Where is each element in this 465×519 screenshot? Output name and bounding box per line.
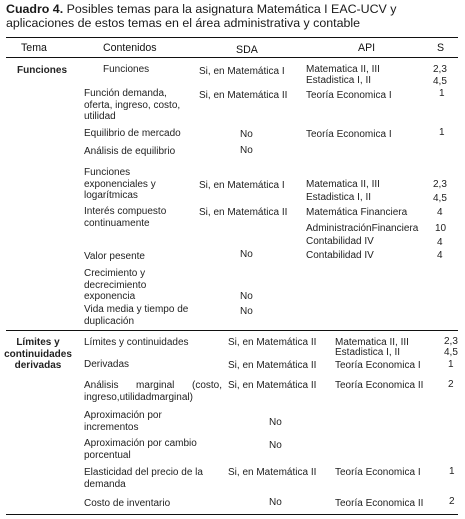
- s-value: 1: [448, 359, 454, 370]
- api-value: Matematica II, III: [306, 179, 380, 190]
- contenido-item: Función demanda, oferta, ingreso, costo, utilidad: [84, 88, 181, 122]
- sda-value: No: [269, 417, 282, 428]
- sda-value: Si, en Matemática II: [228, 360, 317, 371]
- s-value: 4,5: [433, 76, 447, 87]
- sda-value: No: [240, 249, 253, 260]
- header-contenidos: Contenidos: [103, 42, 157, 54]
- api-value: Teoría Economica I: [306, 90, 392, 101]
- s-value: 2,3: [433, 64, 447, 75]
- sda-value: Si, en Matemática II: [199, 207, 288, 218]
- tema-limites: Límites y continuidades derivadas: [4, 337, 72, 371]
- api-value: Matemática Financiera: [306, 207, 408, 218]
- s-value: 4: [437, 250, 443, 261]
- sda-value: No: [240, 129, 253, 140]
- api-value: Estadistica I, II: [335, 347, 401, 358]
- header-api: API: [358, 42, 376, 54]
- api-value: Teoría Economica I: [335, 360, 421, 371]
- sda-value: Si, en Matemática I: [199, 66, 285, 77]
- header-tema: Tema: [21, 42, 47, 54]
- contenido-item: Funciones exponenciales y logarítmicas: [84, 167, 156, 201]
- api-value: Teoría Economica II: [335, 498, 424, 509]
- sda-value: Si, en Matemática I: [199, 180, 285, 191]
- contenido-item: Límites y continuidades: [84, 337, 189, 348]
- contenido-item: Aproximación por cambio porcentual: [84, 438, 197, 461]
- caption-text: Posibles temas para la asignatura Matemática I EAC-UCV y aplicaciones de estos temas en el área administrativa y contable: [6, 2, 397, 30]
- caption-label: Cuadro 4.: [6, 2, 64, 16]
- sda-value: Si, en Matemática II: [228, 337, 317, 348]
- header-s: S: [437, 42, 445, 54]
- table-caption: [6, 2, 461, 30]
- s-value: 4: [437, 237, 443, 248]
- s-value: 10: [435, 223, 447, 234]
- s-value: 1: [449, 466, 455, 477]
- api-value: Contabilidad IV: [306, 236, 374, 247]
- contenido-item: Interés compuesto continuamente: [84, 206, 167, 229]
- sda-value: Si, en Matemática II: [228, 380, 317, 391]
- contenido-item: Análisis marginal (costo, ingreso,utilidadmarginal): [84, 380, 222, 403]
- api-value: Matematica II, III: [335, 337, 409, 348]
- contenido-item: Equilibrio de mercado: [84, 128, 181, 139]
- api-value: AdministraciónFinanciera: [306, 223, 419, 234]
- s-value: 2: [449, 496, 455, 507]
- s-value: 2,3: [444, 336, 458, 347]
- tema-funciones: Funciones: [17, 65, 68, 76]
- contenido-item: Aproximación por incrementos: [84, 410, 162, 433]
- contenido-item: Valor pesente: [84, 251, 145, 262]
- s-value: 2: [448, 379, 454, 390]
- contenido-item: Funciones: [103, 64, 150, 75]
- api-value: Estadistica I, II: [306, 75, 372, 86]
- s-value: 2,3: [433, 179, 447, 190]
- header-rule: [6, 57, 458, 58]
- sda-value: Si, en Matemática II: [199, 90, 288, 101]
- sda-value: No: [269, 440, 282, 451]
- sda-value: Si, en Matemática II: [228, 467, 317, 478]
- api-value: Matematica II, III: [306, 64, 380, 75]
- contenido-item: Crecimiento y decrecimiento exponencia: [84, 268, 147, 302]
- contenido-item: Vida media y tiempo de duplicación: [84, 304, 189, 327]
- bottom-rule: [6, 514, 458, 515]
- contenido-item: Costo de inventario: [84, 498, 171, 509]
- contenido-item: Análisis de equilibrio: [84, 146, 176, 157]
- sda-value: No: [269, 497, 282, 508]
- api-value: Teoría Economica I: [335, 467, 421, 478]
- sda-value: No: [240, 306, 253, 317]
- s-value: 4,5: [444, 347, 458, 358]
- top-rule: [6, 37, 458, 38]
- api-value: Contabilidad IV: [306, 250, 374, 261]
- contenido-item: Derivadas: [84, 359, 130, 370]
- api-value: Teoría Economica II: [335, 380, 424, 391]
- section-divider: [6, 330, 458, 331]
- s-value: 1: [439, 88, 445, 99]
- sda-value: No: [240, 291, 253, 302]
- api-value: Estadistica I, II: [306, 192, 372, 203]
- header-sda: SDA: [236, 44, 258, 56]
- s-value: 1: [439, 127, 445, 138]
- sda-value: No: [240, 145, 253, 156]
- contenido-item: Elasticidad del precio de la demanda: [84, 467, 203, 490]
- s-value: 4: [437, 207, 443, 218]
- api-value: Teoría Economica I: [306, 129, 392, 140]
- s-value: 4,5: [433, 193, 447, 204]
